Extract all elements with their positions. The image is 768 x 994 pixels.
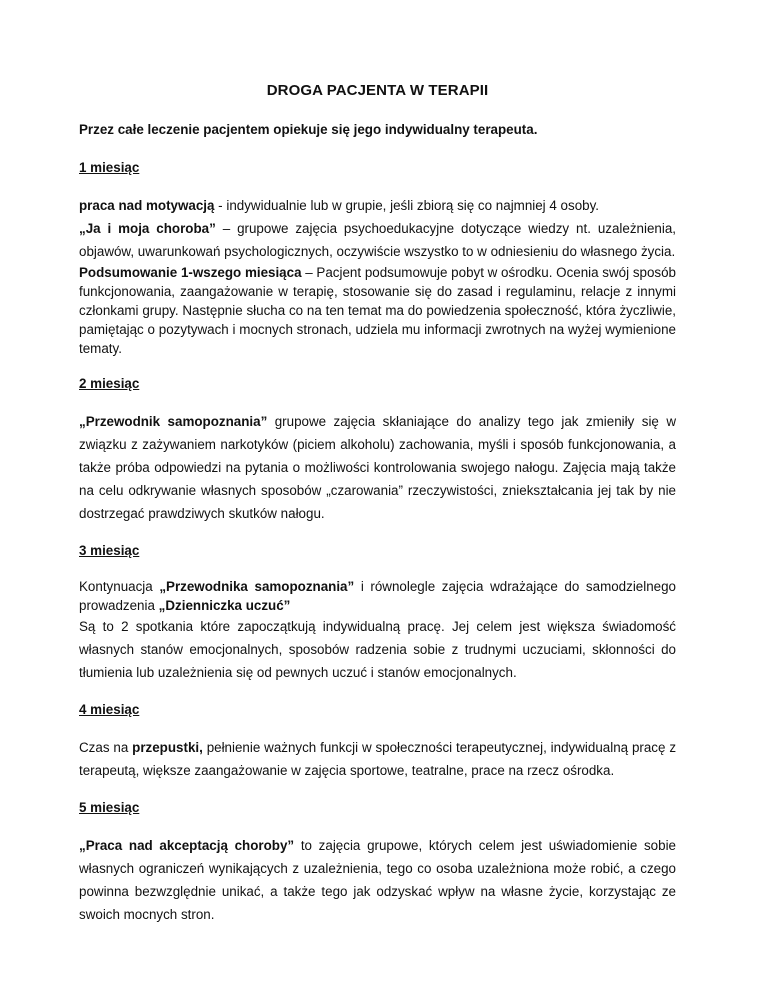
month-5-section xyxy=(79,834,676,926)
paragraph-text: i równolegle zajęcia wdrażające do samodzielnego prowadzenia xyxy=(79,579,676,613)
paragraph-ja-i-moja-choroba xyxy=(79,217,676,263)
paragraph-text: - indywidualnie lub w grupie, jeśli zbiorą się co najmniej 4 osoby. xyxy=(214,198,600,213)
month-5-heading: 5 miesiąc xyxy=(79,800,140,815)
month-4-section xyxy=(79,736,676,782)
paragraph-text: pełnienie ważnych funkcji w społeczności terapeutycznej, indywidualną pracę z terapeutą, większe zaangażowanie w zajęcia sportowe, teatralne, prace na rzecz ośrodka. xyxy=(79,740,677,778)
paragraph-passes xyxy=(79,736,676,782)
paragraph-text: Czas na xyxy=(79,740,133,755)
month-2-section xyxy=(79,410,676,525)
month-2-heading: 2 miesiąc xyxy=(79,376,140,391)
paragraph-motivation xyxy=(79,194,676,217)
paragraph-continuation xyxy=(79,577,676,615)
term-acceptance: „Praca nad akceptacją choroby” xyxy=(79,838,295,853)
term-przewodnik: „Przewodnika samopoznania” xyxy=(159,579,355,594)
page-title: DROGA PACJENTA W TERAPII xyxy=(266,82,489,99)
month-4-heading: 4 miesiąc xyxy=(79,702,140,717)
paragraph-przewodnik xyxy=(79,410,676,525)
term-przepustki: przepustki, xyxy=(132,740,203,755)
lead-text: Przez całe leczenie pacjentem opiekuje się jego indywidualny terapeuta. xyxy=(79,122,538,137)
month-3-section xyxy=(79,577,676,684)
paragraph-meetings: Są to 2 spotkania które zapoczątkują indywidualną pracę. Jej celem jest większa świadomość własnych stanów emocjonalnych, sposobów radzenia sobie z trudnymi uczuciami, skłonności do tłumienia lub uzależnienia się od pewnych uczuć i stanów emocjonalnych. xyxy=(79,619,676,680)
paragraph-text: grupowe zajęcia skłaniające do analizy tego jak zmieniły się w związku z zażywaniem narkotyków (piciem alkoholu) zachowania, myśli i sposób funkcjonowania, a także próba odpowiedzi na pytania o możliwości kontrolowania swojego nałogu. Zajęcia mają także na celu odkrywanie własnych sposobów „czarowania” rzeczywistości, zniekształcania jej tak by nie dostrzegać prawdziwych skutków nałogu. xyxy=(79,414,676,521)
paragraph-text: Kontynuacja xyxy=(79,579,160,594)
month-1-section xyxy=(79,194,676,358)
term-przewodnik: „Przewodnik samopoznania” xyxy=(79,414,268,429)
term-motivation: praca nad motywacją xyxy=(79,198,215,213)
month-1-heading: 1 miesiąc xyxy=(79,160,140,175)
paragraph-acceptance xyxy=(79,834,676,926)
term-summary: Podsumowanie 1-wszego miesiąca xyxy=(79,265,302,280)
paragraph-text: – Pacjent podsumowuje pobyt w ośrodku. Ocenia swój sposób funkcjonowania, zaangażowanie w terapię, stosowanie się do zasad i regulaminu, relacje z innymi członkami grupy. Następnie słucha co na ten temat ma do powiedzenia społeczność, która życzliwie, pamiętając o pozytywach i mocnych stronach, udziela mu informacji zwrotnych na wyżej wymienione tematy. xyxy=(79,265,676,356)
paragraph-summary xyxy=(79,263,676,358)
paragraph-text: – grupowe zajęcia psychoedukacyjne dotyczące wiedzy nt. uzależnienia, objawów, uwarunkowań psychologicznych, oczywiście wszystko to w odniesieniu do własnego życia. xyxy=(79,221,676,259)
term-dzienniczek: „Dzienniczka uczuć” xyxy=(158,598,291,613)
paragraph-text: to zajęcia grupowe, których celem jest uświadomienie sobie własnych ograniczeń wynikających z uzależnienia, tego co osoba uzależniona może robić, a czego powinna bezwzględnie unikać, a także tego jak odzyskać wpływ na własne życie, korzystając ze swoich mocnych stron. xyxy=(79,838,676,922)
month-3-heading: 3 miesiąc xyxy=(79,543,140,558)
term-ja-i-moja-choroba: „Ja i moja choroba” xyxy=(79,221,216,236)
document-content xyxy=(79,80,676,942)
